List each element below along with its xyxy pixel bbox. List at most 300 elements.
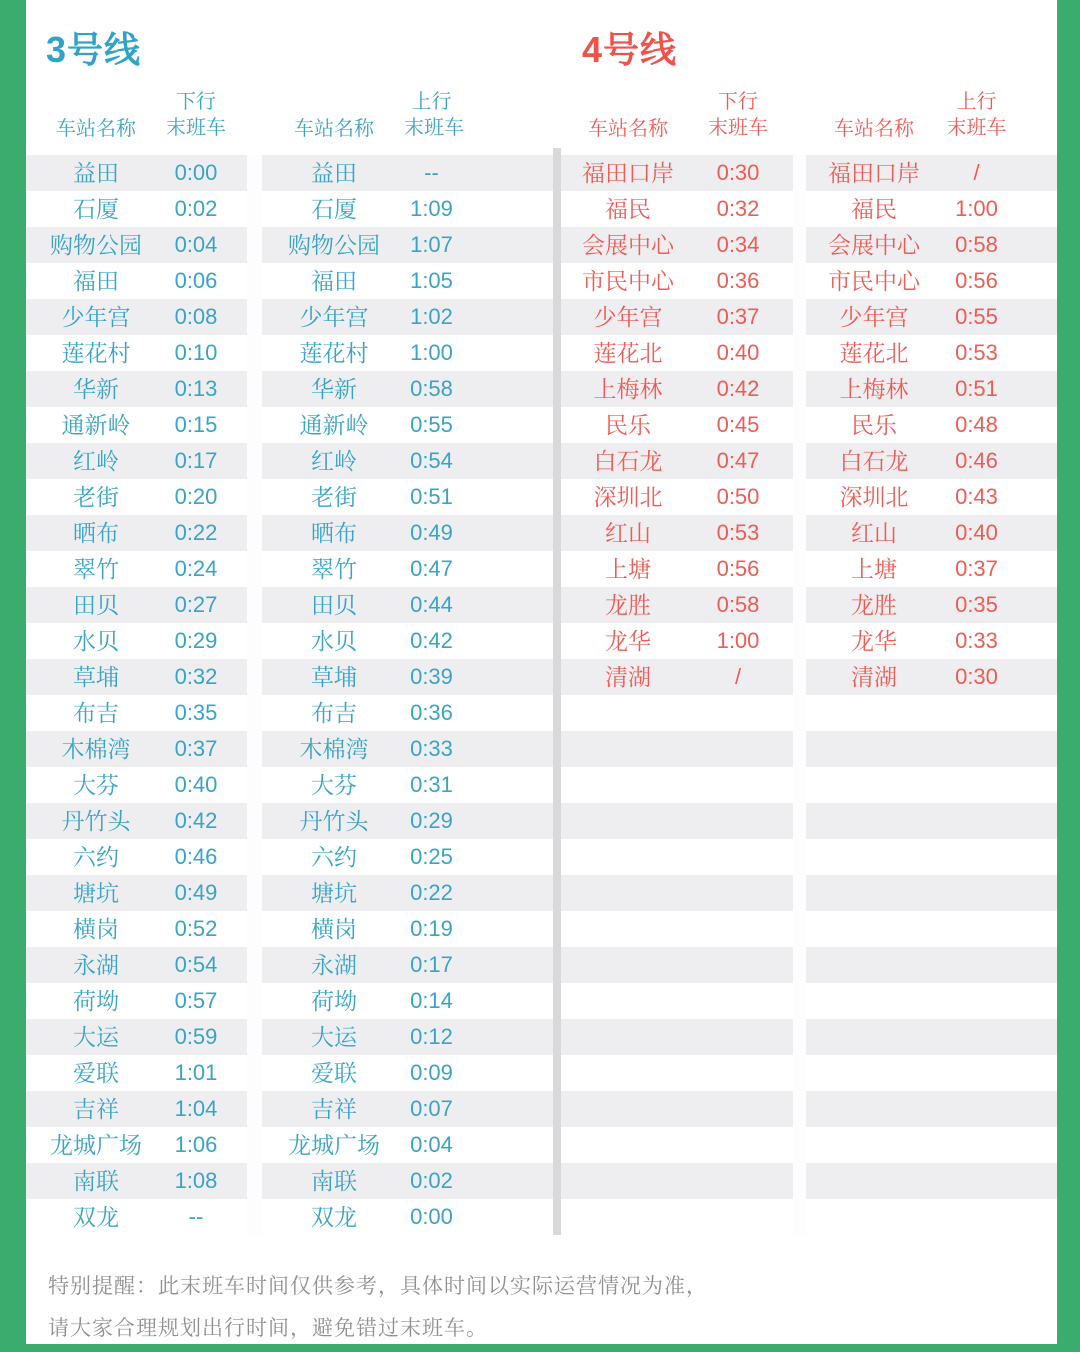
station-name: 购物公园 — [288, 232, 380, 258]
last-train-time: 0:20 — [174, 484, 218, 509]
station-name: 丹竹头 — [299, 808, 369, 834]
station-name: 大芬 — [73, 772, 119, 798]
last-train-time: 0:42 — [410, 628, 453, 653]
station-name: 少年宫 — [299, 304, 369, 330]
direction-label: 上行 — [411, 91, 452, 113]
table-row — [264, 1091, 459, 1127]
last-train-time: 1:05 — [410, 268, 453, 293]
station-name: 莲花北 — [593, 340, 663, 366]
last-train-time: / — [973, 160, 980, 185]
last-train-time: 1:00 — [955, 196, 998, 221]
station-name: 荷坳 — [311, 988, 357, 1014]
footer-note-line1: 特别提醒：此末班车时间仅供参考，具体时间以实际运营情况为准， — [48, 1275, 708, 1298]
last-train-time: 0:40 — [955, 520, 998, 545]
station-name: 老街 — [73, 484, 119, 510]
rows — [26, 155, 226, 1235]
last-train-time: 0:30 — [955, 664, 998, 689]
last-train-time: 0:37 — [174, 736, 218, 761]
last-train-time: 0:25 — [410, 844, 453, 869]
station-name: 田贝 — [311, 592, 357, 618]
table-row — [804, 659, 1009, 695]
station-name: 爱联 — [73, 1060, 119, 1086]
table-row — [558, 659, 778, 695]
table-row — [264, 1163, 459, 1199]
table-row — [26, 1163, 226, 1199]
table-row — [558, 551, 778, 587]
table-row — [26, 227, 226, 263]
last-train-time: 0:54 — [410, 448, 453, 473]
last-train-time: 0:35 — [955, 592, 998, 617]
station-name: 福田 — [73, 268, 119, 294]
station-name-header: 车站名称 — [588, 118, 668, 140]
table-row — [26, 479, 226, 515]
last-train-time: 0:36 — [716, 268, 760, 293]
table-row — [804, 515, 1009, 551]
table-row — [26, 911, 226, 947]
last-train-time: 0:58 — [716, 592, 760, 617]
table-row — [264, 335, 459, 371]
last-train-time: / — [734, 664, 742, 689]
station-name: 水贝 — [73, 628, 119, 654]
station-name: 布吉 — [311, 700, 357, 726]
last-train-time: 0:37 — [955, 556, 998, 581]
table-row — [264, 479, 459, 515]
last-train-time: -- — [188, 1204, 204, 1229]
table-row — [26, 443, 226, 479]
last-train-time: -- — [424, 160, 439, 185]
last-train-time: 0:46 — [174, 844, 218, 869]
table-row — [264, 803, 459, 839]
last-train-time: 0:22 — [174, 520, 218, 545]
table-row — [804, 407, 1009, 443]
station-name: 少年宫 — [593, 304, 663, 330]
last-train-time: 0:47 — [410, 556, 453, 581]
last-train-time: 0:24 — [174, 556, 218, 581]
table-row — [26, 587, 226, 623]
last-train-time: 0:39 — [410, 664, 453, 689]
table-row — [804, 299, 1009, 335]
last-train-time: 0:42 — [716, 376, 760, 401]
last-train-time: 0:56 — [716, 556, 760, 581]
last-train-time: 0:07 — [410, 1096, 453, 1121]
last-train-time: 0:27 — [174, 592, 218, 617]
table-header — [264, 72, 464, 155]
table-row — [264, 443, 459, 479]
green-border-left — [0, 0, 26, 1352]
table-row — [264, 191, 459, 227]
station-name: 翠竹 — [311, 556, 357, 582]
station-name: 民乐 — [851, 412, 897, 438]
table-row — [26, 983, 226, 1019]
station-name: 通新岭 — [61, 412, 131, 438]
table-row — [804, 623, 1009, 659]
table-row — [264, 299, 459, 335]
station-name: 草埔 — [311, 664, 357, 690]
last-train-time: 0:30 — [716, 160, 760, 185]
station-name: 石厦 — [73, 196, 119, 222]
station-name: 爱联 — [311, 1060, 357, 1086]
table-row — [26, 263, 226, 299]
table-row — [804, 479, 1009, 515]
footer-note-line2: 请大家合理规划出行时间，避免错过末班车。 — [48, 1317, 488, 1340]
last-train-label: 末班车 — [166, 117, 226, 139]
table-row — [26, 803, 226, 839]
table-row — [26, 731, 226, 767]
last-train-time: 0:02 — [174, 196, 218, 221]
table-row — [26, 1019, 226, 1055]
last-train-time: 0:31 — [410, 772, 453, 797]
last-train-time: 0:40 — [174, 772, 218, 797]
station-name: 丹竹头 — [61, 808, 131, 834]
station-name: 会展中心 — [582, 232, 674, 258]
table-row — [264, 551, 459, 587]
table-row — [558, 407, 778, 443]
table-row — [26, 335, 226, 371]
station-name: 塘坑 — [311, 880, 357, 906]
station-name-header: 车站名称 — [294, 118, 374, 140]
last-train-time: 0:14 — [410, 988, 453, 1013]
line3-up-table — [264, 72, 464, 1235]
station-name: 市民中心 — [582, 268, 674, 294]
last-train-time: 0:15 — [174, 412, 218, 437]
station-name: 深圳北 — [839, 484, 909, 510]
station-name: 华新 — [73, 376, 119, 402]
table-row — [558, 479, 778, 515]
table-row — [804, 587, 1009, 623]
station-name: 龙华 — [605, 628, 651, 654]
table-row — [804, 191, 1009, 227]
table-row — [26, 407, 226, 443]
last-train-time: 0:09 — [410, 1060, 453, 1085]
last-train-time: 0:57 — [174, 988, 218, 1013]
station-name: 益田 — [73, 160, 119, 186]
station-name: 龙华 — [851, 628, 897, 654]
last-train-time: 0:56 — [955, 268, 998, 293]
rows — [804, 155, 1009, 695]
direction-label: 下行 — [176, 91, 216, 113]
table-row — [264, 515, 459, 551]
station-name: 永湖 — [73, 952, 119, 978]
last-train-time: 0:45 — [716, 412, 760, 437]
table-row — [804, 227, 1009, 263]
last-train-time: 0:50 — [716, 484, 760, 509]
last-train-time: 0:46 — [955, 448, 998, 473]
station-name: 上塘 — [605, 556, 651, 582]
station-name: 南联 — [311, 1168, 357, 1194]
station-name: 购物公园 — [50, 232, 142, 258]
station-name: 市民中心 — [828, 268, 920, 294]
direction-header — [698, 89, 778, 141]
last-train-time: 1:00 — [410, 340, 453, 365]
station-name: 木棉湾 — [299, 736, 369, 762]
last-train-time: 1:04 — [174, 1096, 218, 1121]
last-train-time: 0:49 — [174, 880, 218, 905]
table-row — [26, 947, 226, 983]
station-name: 红岭 — [73, 448, 119, 474]
table-row — [264, 227, 459, 263]
station-name-header: 车站名称 — [56, 118, 136, 140]
station-name: 莲花北 — [839, 340, 909, 366]
station-name: 福田口岸 — [828, 160, 920, 186]
last-train-time: 0:52 — [174, 916, 218, 941]
last-train-time: 0:00 — [410, 1204, 453, 1229]
table-row — [558, 623, 778, 659]
station-name: 白石龙 — [593, 448, 663, 474]
table-row — [558, 263, 778, 299]
last-train-time: 0:47 — [716, 448, 760, 473]
table-row — [26, 695, 226, 731]
station-name: 田贝 — [73, 592, 119, 618]
last-train-time: 0:36 — [410, 700, 453, 725]
station-name: 龙城广场 — [288, 1132, 380, 1158]
station-name: 清湖 — [605, 664, 651, 690]
station-name: 大芬 — [311, 772, 357, 798]
last-train-time: 0:06 — [174, 268, 218, 293]
last-train-time: 0:32 — [716, 196, 760, 221]
table-row — [264, 767, 459, 803]
station-name: 双龙 — [311, 1204, 357, 1230]
table-row — [26, 551, 226, 587]
station-name: 白石龙 — [839, 448, 909, 474]
last-train-time: 0:58 — [410, 376, 453, 401]
station-name: 少年宫 — [839, 304, 909, 330]
station-name: 吉祥 — [73, 1096, 119, 1122]
station-name: 莲花村 — [299, 340, 369, 366]
station-name: 老街 — [311, 484, 357, 510]
table-row — [264, 263, 459, 299]
station-name: 六约 — [73, 844, 119, 870]
station-name: 华新 — [311, 376, 357, 402]
rows — [558, 155, 778, 695]
last-train-time: 0:00 — [174, 160, 218, 185]
station-name: 清湖 — [851, 664, 897, 690]
station-name: 横岗 — [311, 916, 357, 942]
station-name: 会展中心 — [828, 232, 920, 258]
table-row — [264, 587, 459, 623]
last-train-time: 0:04 — [174, 232, 218, 257]
table-row — [26, 515, 226, 551]
last-train-time: 0:17 — [410, 952, 453, 977]
table-row — [804, 335, 1009, 371]
last-train-time: 0:04 — [410, 1132, 453, 1157]
line4-title: 4号线 — [582, 29, 678, 70]
table-row — [264, 875, 459, 911]
last-train-time: 0:51 — [410, 484, 453, 509]
last-train-time: 0:37 — [716, 304, 760, 329]
last-train-time: 0:32 — [174, 664, 218, 689]
station-name: 上梅林 — [593, 376, 663, 402]
last-train-time: 0:44 — [410, 592, 453, 617]
table-row — [26, 371, 226, 407]
table-row — [264, 155, 459, 191]
station-name: 民乐 — [605, 412, 651, 438]
last-train-time: 1:01 — [174, 1060, 218, 1085]
last-train-time: 0:53 — [955, 340, 998, 365]
table-row — [264, 911, 459, 947]
table-header — [804, 72, 1009, 155]
table-row — [26, 875, 226, 911]
line3-down-table — [26, 72, 226, 1235]
station-name: 福田 — [311, 268, 357, 294]
station-name: 布吉 — [73, 700, 119, 726]
last-train-time: 0:54 — [174, 952, 218, 977]
station-name: 通新岭 — [299, 412, 369, 438]
last-train-time: 0:34 — [716, 232, 760, 257]
last-train-time: 0:48 — [955, 412, 998, 437]
station-name: 大运 — [311, 1024, 357, 1050]
last-train-time: 0:02 — [410, 1168, 453, 1193]
station-name: 福民 — [605, 196, 651, 222]
direction-header — [166, 89, 226, 141]
last-train-time: 0:29 — [410, 808, 453, 833]
table-row — [26, 1091, 226, 1127]
station-name: 红山 — [851, 520, 897, 546]
table-row — [558, 155, 778, 191]
station-name: 上塘 — [851, 556, 897, 582]
footer-note — [48, 1266, 708, 1350]
station-name: 大运 — [73, 1024, 119, 1050]
station-name: 上梅林 — [839, 376, 909, 402]
table-row — [26, 155, 226, 191]
last-train-time: 1:02 — [410, 304, 453, 329]
line3-column-gutter — [247, 155, 262, 1235]
table-row — [264, 731, 459, 767]
station-name: 翠竹 — [73, 556, 119, 582]
table-row — [26, 839, 226, 875]
last-train-time: 0:43 — [955, 484, 998, 509]
table-header — [26, 72, 226, 155]
station-name: 深圳北 — [593, 484, 663, 510]
table-row — [26, 767, 226, 803]
last-train-label: 末班车 — [708, 117, 768, 139]
station-name: 石厦 — [311, 196, 357, 222]
table-row — [26, 1055, 226, 1091]
last-train-time: 0:29 — [174, 628, 218, 653]
table-row — [264, 371, 459, 407]
last-train-time: 0:51 — [955, 376, 998, 401]
last-train-time: 0:10 — [174, 340, 218, 365]
last-train-time: 0:42 — [174, 808, 218, 833]
last-train-time: 0:12 — [410, 1024, 453, 1049]
station-name: 莲花村 — [61, 340, 131, 366]
station-name: 吉祥 — [311, 1096, 357, 1122]
station-name: 横岗 — [73, 916, 119, 942]
table-row — [558, 191, 778, 227]
table-row — [558, 443, 778, 479]
last-train-time: 0:35 — [174, 700, 218, 725]
direction-label: 上行 — [956, 91, 997, 113]
direction-header — [944, 89, 1009, 141]
table-row — [264, 1127, 459, 1163]
station-name: 木棉湾 — [61, 736, 131, 762]
last-train-time: 0:19 — [410, 916, 453, 941]
line4-up-table — [804, 72, 1009, 695]
last-train-time: 0:17 — [174, 448, 218, 473]
last-train-time: 0:33 — [955, 628, 998, 653]
last-train-time: 1:06 — [174, 1132, 218, 1157]
table-row — [264, 983, 459, 1019]
table-row — [804, 551, 1009, 587]
table-row — [804, 155, 1009, 191]
last-train-time: 0:08 — [174, 304, 218, 329]
station-name: 福民 — [851, 196, 897, 222]
station-name: 南联 — [73, 1168, 119, 1194]
last-train-time: 1:07 — [410, 232, 453, 257]
rows — [264, 155, 459, 1235]
table-row — [26, 299, 226, 335]
last-train-time: 1:09 — [410, 196, 453, 221]
last-train-label: 末班车 — [404, 117, 464, 139]
station-name: 六约 — [311, 844, 357, 870]
table-row — [264, 839, 459, 875]
green-border-right — [1057, 0, 1080, 1352]
station-name: 龙城广场 — [50, 1132, 142, 1158]
last-train-time: 0:49 — [410, 520, 453, 545]
station-name: 草埔 — [73, 664, 119, 690]
table-row — [26, 1199, 226, 1235]
last-train-time: 0:55 — [955, 304, 998, 329]
table-row — [264, 407, 459, 443]
table-row — [264, 1199, 459, 1235]
station-name: 晒布 — [311, 520, 357, 546]
station-name: 水贝 — [311, 628, 357, 654]
table-row — [264, 623, 459, 659]
last-train-time: 0:22 — [410, 880, 453, 905]
table-row — [26, 623, 226, 659]
station-name: 红岭 — [311, 448, 357, 474]
station-name-header: 车站名称 — [834, 118, 914, 140]
last-train-time: 1:00 — [716, 628, 760, 653]
last-train-time: 0:58 — [955, 232, 998, 257]
station-name: 塘坑 — [73, 880, 119, 906]
last-train-label: 末班车 — [946, 117, 1007, 139]
table-row — [558, 335, 778, 371]
table-row — [804, 443, 1009, 479]
station-name: 荷坳 — [73, 988, 119, 1014]
table-row — [558, 587, 778, 623]
station-name: 红山 — [605, 520, 651, 546]
line3-title: 3号线 — [46, 29, 142, 70]
station-name: 少年宫 — [61, 304, 131, 330]
station-name: 福田口岸 — [582, 160, 674, 186]
table-row — [558, 299, 778, 335]
last-train-time: 0:13 — [174, 376, 218, 401]
table-row — [264, 1019, 459, 1055]
table-row — [558, 515, 778, 551]
station-name: 益田 — [311, 160, 357, 186]
last-train-time: 1:08 — [174, 1168, 218, 1193]
station-name: 双龙 — [73, 1204, 119, 1230]
table-header — [558, 72, 778, 155]
direction-header — [404, 89, 464, 141]
table-row — [804, 371, 1009, 407]
station-name: 永湖 — [311, 952, 357, 978]
last-train-time: 0:55 — [410, 412, 453, 437]
table-row — [26, 659, 226, 695]
table-row — [804, 263, 1009, 299]
station-name: 龙胜 — [851, 592, 897, 618]
last-train-time: 0:59 — [174, 1024, 218, 1049]
direction-label: 下行 — [718, 91, 758, 113]
station-name: 龙胜 — [605, 592, 651, 618]
last-train-time: 0:53 — [716, 520, 760, 545]
table-row — [264, 695, 459, 731]
table-row — [26, 191, 226, 227]
last-train-time: 0:33 — [410, 736, 453, 761]
line4-down-table — [558, 72, 778, 695]
table-row — [264, 659, 459, 695]
table-row — [558, 227, 778, 263]
